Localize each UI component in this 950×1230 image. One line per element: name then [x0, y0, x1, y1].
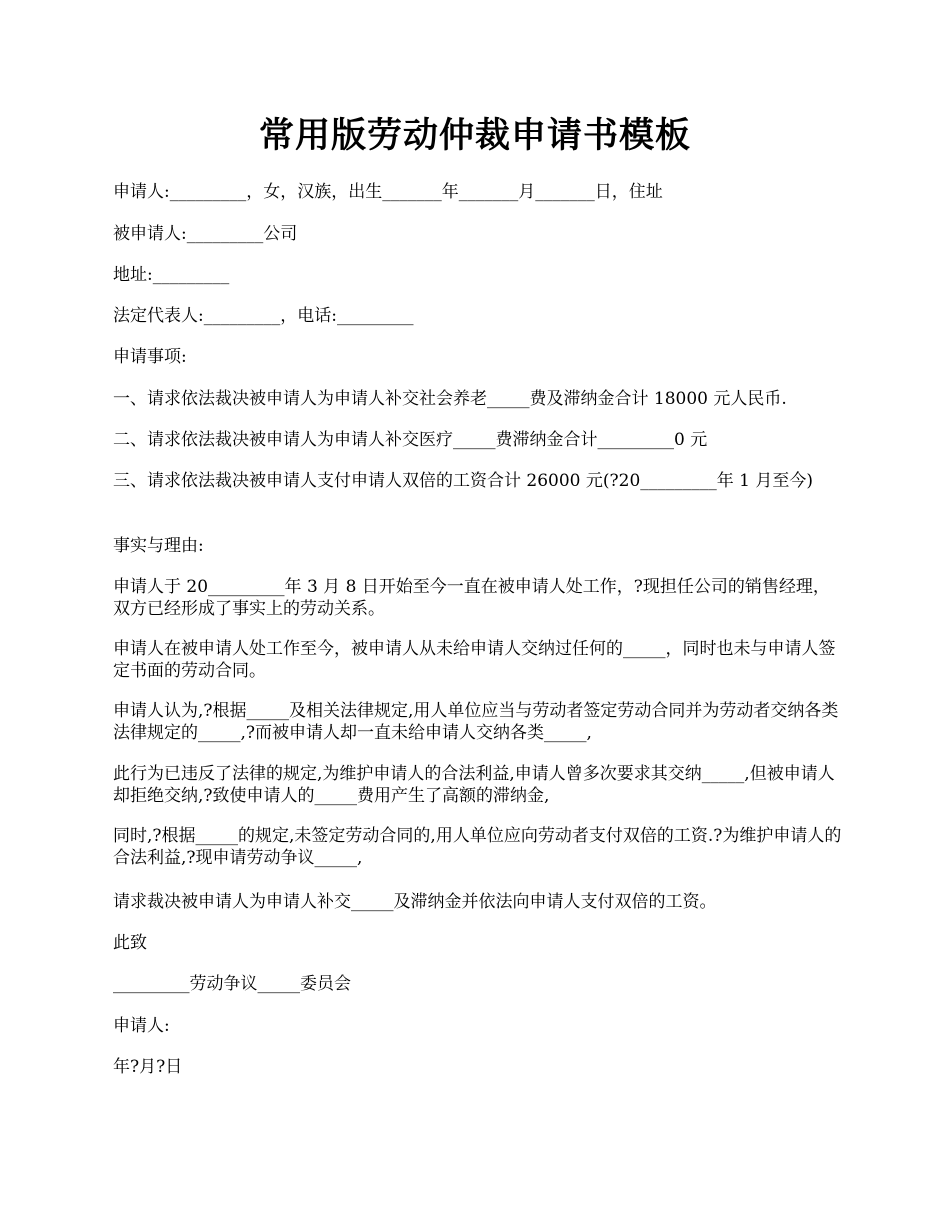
address-line: 地址:_________ — [113, 265, 230, 285]
applicant-info: 申请人:_________，女，汉族，出生_______年_______月_______日，住址 — [113, 182, 663, 202]
legal-representative-line: 法定代表人:_________，电话:_________ — [113, 306, 414, 326]
facts-paragraph-4: 此行为已违反了法律的规定,为维护申请人的合法利益,申请人曾多次要求其交纳_____,但被申请人却拒绝交纳,?致使申请人的_____费用产生了高额的滞纳金, — [113, 764, 835, 806]
document-title: 常用版劳动仲裁申请书模板 — [258, 115, 691, 156]
facts-paragraph-1: 申请人于 20_________年 3 月 8 日开始至今一直在被申请人处工作，?现担任公司的销售经理，双方已经形成了事实上的劳动关系。 — [113, 577, 830, 619]
respondent-info: 被申请人:_________公司 — [113, 224, 298, 244]
claims-heading: 申请事项: — [113, 347, 187, 367]
signature-label: 申请人: — [113, 1016, 170, 1036]
request-paragraph: 请求裁决被申请人为申请人补交_____及滞纳金并依法向申请人支付双倍的工资。 — [113, 892, 717, 912]
claim-item-2: 二、请求依法裁决被申请人为申请人补交医疗_____费滞纳金合计_________0 元 — [113, 430, 708, 450]
facts-paragraph-2: 申请人在被申请人处工作至今，被申请人从未给申请人交纳过任何的_____，同时也未与申请人签定书面的劳动合同。 — [113, 639, 836, 681]
facts-paragraph-5: 同时,?根据_____的规定,未签定劳动合同的,用人单位应向劳动者支付双倍的工资.?为维护申请人的合法利益,?现申请劳动争议_____, — [113, 826, 842, 868]
facts-heading: 事实与理由: — [113, 536, 204, 556]
salutation: 此致 — [113, 933, 147, 953]
committee-line: _________劳动争议_____委员会 — [113, 974, 351, 994]
claim-item-1: 一、请求依法裁决被申请人为申请人补交社会养老_____费及滞纳金合计 18000 元人民币. — [113, 389, 787, 409]
claim-item-3: 三、请求依法裁决被申请人支付申请人双倍的工资合计 26000 元(?20_________年 1 月至今) — [113, 471, 814, 491]
facts-paragraph-3: 申请人认为,?根据_____及相关法律规定,用人单位应当与劳动者签定劳动合同并为劳动者交纳各类法律规定的_____,?而被申请人却一直未给申请人交纳各类_____, — [113, 701, 839, 743]
date-line: 年?月?日 — [113, 1057, 183, 1077]
